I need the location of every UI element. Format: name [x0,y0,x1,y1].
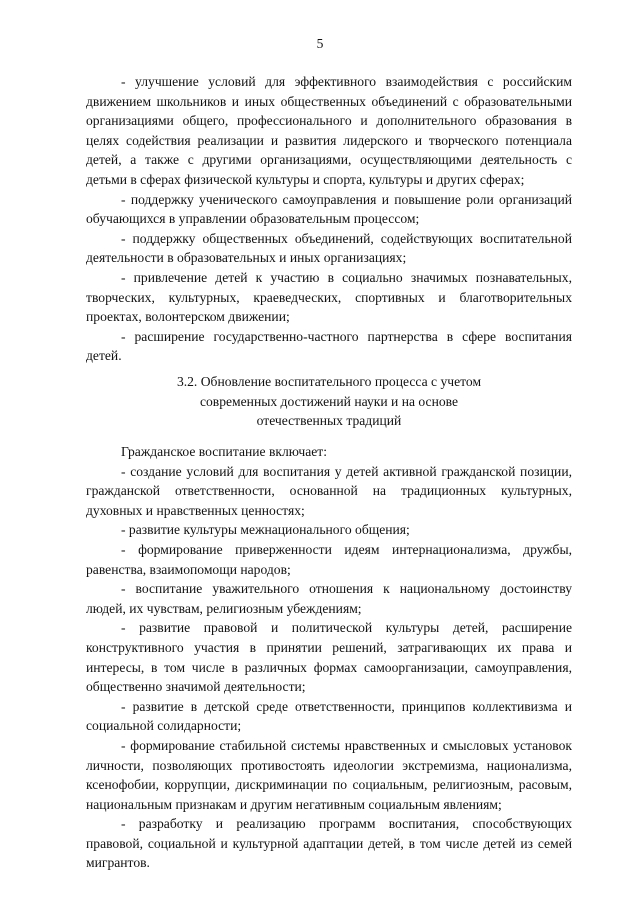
list-item: - формирование приверженности идеям интернационализма, дружбы, равенства, взаимопомощи народов; [86,541,572,577]
heading-line: 3.2. Обновление воспитательного процесса с учетом [176,374,482,389]
list-item: - расширение государственно-частного партнерства в сфере воспитания детей. [86,328,572,364]
list-item: - создание условий для воспитания у детей активной гражданской позиции, гражданской ответственности, основанной на традиционных культурных, духовных и нравственных ценностях; [86,463,572,518]
list-item: - развитие правовой и политической культуры детей, расширение конструктивного участия в принятии решений, затрагивающих их права и интересы, в том числе в различных формах самоорганизации, самоуправления, общественно значимой деятельности; [86,620,572,695]
list-item: - разработку и реализацию программ воспитания, способствующих правовой, социальной и культурной адаптации детей, в том числе детей из семей мигрантов. [86,816,572,871]
list-item: - улучшение условий для эффективного взаимодействия с российским движением школьников и иных общественных объединений с образовательными организациями общего, профессионального и дополнительного образования в целях содействия реализации и развития лидерского и творческого потенциала детей, а также с другими организациями, осуществляющими деятельность с детьми в сферах физической культуры и спорта, культуры и других сферах; [86,74,572,187]
section-heading [86,372,572,431]
list-item: - воспитание уважительного отношения к национальному достоинству людей, их чувствам, религиозным убеждениям; [86,581,572,616]
list-item: - поддержку ученического самоуправления и повышение роли организаций обучающихся в управлении образовательным процессом; [86,191,572,227]
list-item: - поддержку общественных объединений, содействующих воспитательной деятельности в образовательных и иных организациях; [86,230,572,266]
page-number: 5 [316,36,324,51]
list-item: - развитие в детской среде ответственности, принципов коллективизма и социальной солидарности; [86,698,572,734]
heading-line: современных достижений науки и на основе [199,393,459,409]
list-item: - развитие культуры межнационального общения; [121,522,410,538]
list-item: - формирование стабильной системы нравственных и смысловых установок личности, позволяющих противостоять идеологии экстремизма, национализма, ксенофобии, коррупции, дискриминации по социальным, религиозным, расовым, национальным признакам и другим негативным социальным явлениям; [86,737,572,812]
list-item: - привлечение детей к участию в социально значимых познавательных, творческих, культурных, краеведческих, спортивных и благотворительных проектах, волонтерском движении; [86,269,572,325]
list-block-1 [86,72,572,366]
section-intro: Гражданское воспитание включает: [121,444,328,459]
list-block-2 [86,442,572,873]
heading-line: отечественных традиций [256,413,402,429]
